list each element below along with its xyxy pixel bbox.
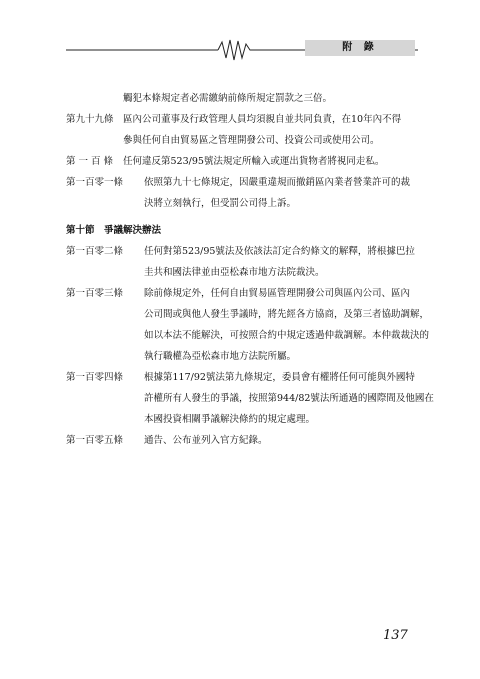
article-label: 第一百零四條 — [66, 372, 124, 383]
article-text: 任何對第523/95號法及依該法訂定合約條文的解釋，將根據巴拉 — [144, 246, 415, 257]
article-text: 如以本法不能解決，可按照合約中規定透過仲裁調解。本仲裁裁決的 — [144, 330, 430, 341]
article-text: 圭共和國法律並由亞松森市地方法院裁決。 — [144, 267, 325, 278]
article-text: 通告、公布並列入官方紀錄。 — [144, 435, 268, 446]
article-text: 區內公司董事及行政管理人員均須親自並共同負責，在10年內不得 — [123, 114, 402, 125]
article-100 — [66, 155, 416, 168]
article-101 — [66, 176, 416, 210]
article-label: 第一百零一條 — [66, 177, 124, 188]
section-heading: 第十節 爭議解決辦法 — [66, 225, 162, 236]
article-text: 依照第九十七條規定，因嚴重違規而撤銷區內業者營業許可的裁 — [144, 177, 411, 188]
article-text: 任何違反第523/95號法規定所輸入或運出貨物者將視同走私。 — [123, 156, 385, 167]
article-text: 本國投資相關爭議解決條約的規定處理。 — [144, 414, 316, 425]
article-104 — [66, 371, 434, 426]
continued-line: 觸犯本條規定者必需繳納前條所規定罰款之三倍。 — [123, 93, 333, 104]
article-text: 決將立刻執行，但受罰公司得上訴。 — [144, 198, 297, 209]
article-label: 第一百零二條 — [66, 246, 124, 257]
article-text: 執行職權為亞松森市地方法院所屬。 — [144, 351, 297, 362]
article-text: 根據第117/92號法第九條規定，委員會有權將任何可能與外國特 — [144, 372, 415, 383]
appendix-tag: 附 錄 — [305, 40, 415, 56]
article-99 — [66, 113, 416, 147]
article-text: 公司間或與他人發生爭議時，將先經各方協商，及第三者協助調解， — [144, 309, 430, 320]
article-105 — [66, 434, 416, 447]
article-label: 第 一 百 條 — [66, 156, 114, 167]
header-rule-decoration — [0, 0, 480, 70]
article-text: 除前條規定外，任何自由貿易區管理開發公司與區內公司、區內 — [144, 288, 411, 299]
article-102 — [66, 245, 416, 279]
article-103 — [66, 287, 430, 363]
page-header — [0, 0, 480, 70]
document-body — [66, 92, 434, 455]
article-label: 第九十九條 — [66, 114, 114, 125]
article-text: 參與任何自由貿易區之管理開發公司、投資公司或使用公司。 — [123, 135, 380, 146]
article-label: 第一百零五條 — [66, 435, 124, 446]
article-text: 許權所有人發生的爭議，按照第944/82號法所通過的國際間及他國在 — [144, 393, 434, 404]
article-label: 第一百零三條 — [66, 288, 124, 299]
page-number: 137 — [383, 628, 408, 643]
